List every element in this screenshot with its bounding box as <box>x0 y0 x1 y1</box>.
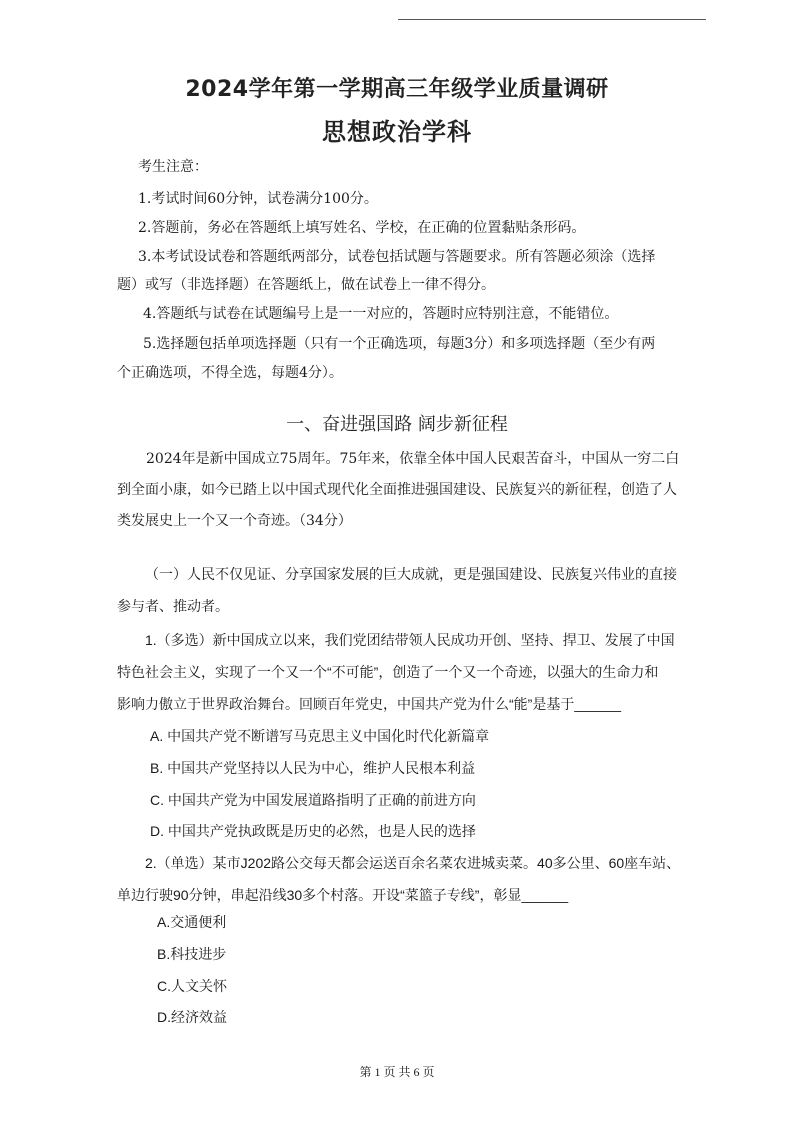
q1-option-c: C. 中国共产党为中国发展道路指明了正确的前进方向 <box>150 792 476 808</box>
page-number: 第 1 页 共 6 页 <box>359 1065 435 1079</box>
notice-line-3: 3.本考试设试卷和答题纸两部分，试卷包括试题与答题要求。所有答题必须涂（选择 <box>138 249 656 265</box>
q2-option-b: B.科技进步 <box>157 946 227 962</box>
q1-line-2: 特色社会主义，实现了一个又一个“不可能”，创造了一个又一个奇迹，以强大的生命力和 <box>117 664 659 680</box>
notice-line-4: 4.答题纸与试卷在试题编号上是一一对应的，答题时应特别注意，不能错位。 <box>143 306 619 322</box>
q2-line-2: 单边行驶90分钟，串起沿线30多个村落。开设“菜篮子专线”，彰显______ <box>117 887 569 903</box>
notice-line-2: 2.答题前，务必在答题纸上填写姓名、学校，在正确的位置黏贴条形码。 <box>138 220 586 236</box>
q2-option-d: D.经济效益 <box>157 1009 227 1025</box>
q1-option-a: A. 中国共产党不断谱写马克思主义中国化时代化新篇章 <box>150 728 490 744</box>
intro-line-1: 2024年是新中国成立75周年。75年来，依靠全体中国人民艰苦奋斗，中国从一穷二白 <box>146 451 680 467</box>
section-heading: 一、奋进强国路 阔步新征程 <box>286 414 508 435</box>
notice-line-5-cont: 个正确选项，不得全选，每题4分）。 <box>117 365 343 381</box>
q1-line-1: 1.（多选）新中国成立以来，我们党团结带领人民成功开创、坚持、捍卫、发展了中国 <box>145 632 675 648</box>
q2-option-a: A.交通便利 <box>157 914 227 930</box>
part1-line-2: 参与者、推动者。 <box>117 599 229 615</box>
notice-line-5: 5.选择题包括单项选择题（只有一个正确选项，每题3分）和多项选择题（至少有两 <box>143 336 656 352</box>
q1-option-b: B. 中国共产党坚持以人民为中心，维护人民根本利益 <box>150 760 476 776</box>
exam-title: 2024学年第一学期高三年级学业质量调研 <box>185 77 609 102</box>
notice-line-3-cont: 题）或写（非选择题）在答题纸上，做在试卷上一律不得分。 <box>117 277 495 293</box>
q2-option-c: C.人文关怀 <box>157 978 227 994</box>
part1-line-1: （一）人民不仅见证、分享国家发展的巨大成就，更是强国建设、民族复兴伟业的直接 <box>145 567 677 583</box>
q2-line-1: 2.（单选）某市J202路公交每天都会运送百余名菜农进城卖菜。40多公里、60座车站、 <box>145 855 681 871</box>
notice-line-1: 1.考试时间60分钟，试卷满分100分。 <box>138 191 378 207</box>
q1-option-d: D. 中国共产党执政既是历史的必然，也是人民的选择 <box>150 823 476 839</box>
intro-line-2: 到全面小康，如今已踏上以中国式现代化全面推进强国建设、民族复兴的新征程，创造了人 <box>117 482 677 498</box>
intro-line-3: 类发展史上一个又一个奇迹。（34分） <box>117 513 352 529</box>
notice-heading: 考生注意： <box>138 159 208 175</box>
q1-line-3: 影响力傲立于世界政治舞台。回顾百年党史，中国共产党为什么“能”是基于______ <box>117 696 622 712</box>
header-rule <box>398 19 706 20</box>
exam-subject: 思想政治学科 <box>322 118 472 146</box>
